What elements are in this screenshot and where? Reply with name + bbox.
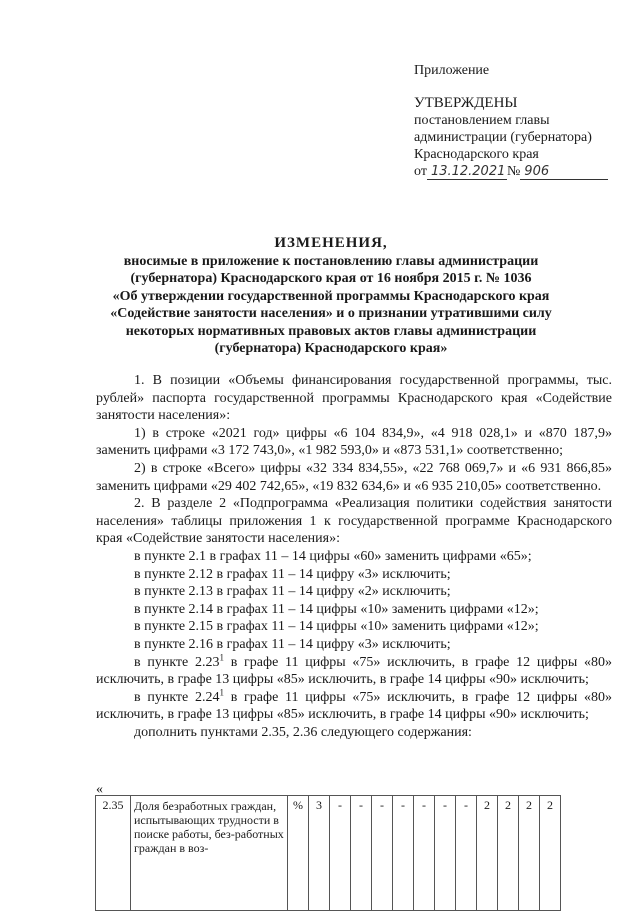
paragraph-1-item-1: 1) в строке «2021 год» цифры «6 104 834,9», «4 918 028,1» и «870 187,9» заменить цифрами «3 172 743,0», «1 982 593,0» и «873 531,1» соответственно; <box>96 425 612 459</box>
change-item-2-16: в пункте 2.16 в графах 11 – 14 цифру «3» исключить; <box>134 636 451 652</box>
change-item-2-14: в пункте 2.14 в графах 11 – 14 цифры «10» заменить цифрами «12»; <box>134 601 539 617</box>
number-label: № <box>506 164 521 179</box>
table-cell-value: 2 <box>477 796 498 911</box>
title-line-4: «Содействие занятости населения» и о признании утратившими силу <box>110 306 552 321</box>
approval-line-1: постановлением главы <box>414 113 550 128</box>
table-cell-dash: - <box>351 796 372 911</box>
change-item-2-13: в пункте 2.13 в графах 11 – 14 цифру «2» исключить; <box>134 584 451 600</box>
title-line-1: вносимые в приложение к постановлению главы администрации <box>123 253 539 269</box>
title-line-5: некоторых нормативных правовых актов главы администрации <box>125 323 537 339</box>
title-line-6: (губернатора) Краснодарского края» <box>214 341 448 356</box>
approval-block <box>414 62 608 180</box>
table-cell-status: 3 <box>309 796 330 911</box>
table-cell-unit: % <box>288 796 309 911</box>
paragraph-1: 1. В позиции «Объемы финансирования государственной программы, тыс. рублей» паспорта государственной программы Краснодарского края «Содействие занятости населения»: <box>96 373 612 424</box>
title-line-2: (губернатора) Краснодарского края от 16 ноября 2015 г. № 1036 <box>130 271 532 286</box>
table-cell-value: 2 <box>519 796 540 911</box>
change-item-2-23-1 <box>96 651 612 689</box>
add-items-paragraph: дополнить пунктами 2.35, 2.36 следующего содержания: <box>134 724 472 740</box>
change-item-2-24-1-rest: в графе 11 цифры «75» исключить, в графе 12 цифры «80» исключить, в графе 13 цифры «85» исключить, в графе 14 цифры «90» исключить; <box>96 689 612 723</box>
table-cell-number: 2.35 <box>96 796 131 911</box>
approved-heading: УТВЕРЖДЕНЫ <box>414 95 518 111</box>
table-cell-dash: - <box>414 796 435 911</box>
table-cell-value: 2 <box>540 796 561 911</box>
change-item-2-15: в пункте 2.15 в графах 11 – 14 цифры «10» заменить цифрами «12»; <box>134 619 539 635</box>
document-title <box>96 235 566 358</box>
paragraph-1-item-2: 2) в строке «Всего» цифры «32 334 834,55», «22 768 069,7» и «6 931 866,85» заменить цифрами «29 402 742,65», «19 832 634,6» и «6 935 210,05» соответственно. <box>96 460 612 494</box>
table-cell-dash: - <box>456 796 477 911</box>
change-item-2-24-1 <box>96 689 612 724</box>
document-body <box>96 372 612 741</box>
approval-number: 906 <box>520 164 608 180</box>
table-cell-dash: - <box>372 796 393 911</box>
opening-quote: « <box>96 782 103 797</box>
title-main: ИЗМЕНЕНИЯ, <box>274 235 388 251</box>
title-line-3: «Об утверждении государственной программы Краснодарского края <box>112 288 550 304</box>
paragraph-2: 2. В разделе 2 «Подпрограмма «Реализация политики содействия занятости населения» таблицы приложения 1 к государственной программе Краснодарского края «Содействие занятости населения»: <box>96 496 612 547</box>
table-cell-dash: - <box>330 796 351 911</box>
change-item-2-23-1-rest: в графе 11 цифры «75» исключить, в графе 12 цифры «80» исключить, в графе 13 цифры «85» исключить, в графе 14 цифры «90» исключить; <box>96 654 612 688</box>
from-label: от <box>414 164 427 179</box>
change-item-2-12: в пункте 2.12 в графах 11 – 14 цифру «3» исключить; <box>134 566 451 582</box>
change-item-2-24-1-start: в пункте 2.24 <box>134 689 220 705</box>
approval-date-line <box>414 163 608 180</box>
table-cell-dash: - <box>393 796 414 911</box>
appendix-label: Приложение <box>414 63 490 78</box>
approval-line-3: Краснодарского края <box>414 147 539 162</box>
table-cell-dash: - <box>435 796 456 911</box>
table-row <box>96 796 561 911</box>
approval-date: 13.12.2021 <box>427 164 507 180</box>
approval-line-2: администрации (губернатора) <box>414 130 592 145</box>
change-item-2-1: в пункте 2.1 в графах 11 – 14 цифры «60» заменить цифрами «65»; <box>134 548 532 564</box>
change-item-2-23-1-start: в пункте 2.23 <box>134 654 220 670</box>
superscript: 1 <box>219 687 224 698</box>
table-cell-description: Доля безработных граждан, испытывающих трудности в поиске работы, без-работных граждан в воз- <box>131 796 288 911</box>
indicator-table <box>95 795 561 911</box>
superscript: 1 <box>219 651 224 662</box>
table-cell-value: 2 <box>498 796 519 911</box>
